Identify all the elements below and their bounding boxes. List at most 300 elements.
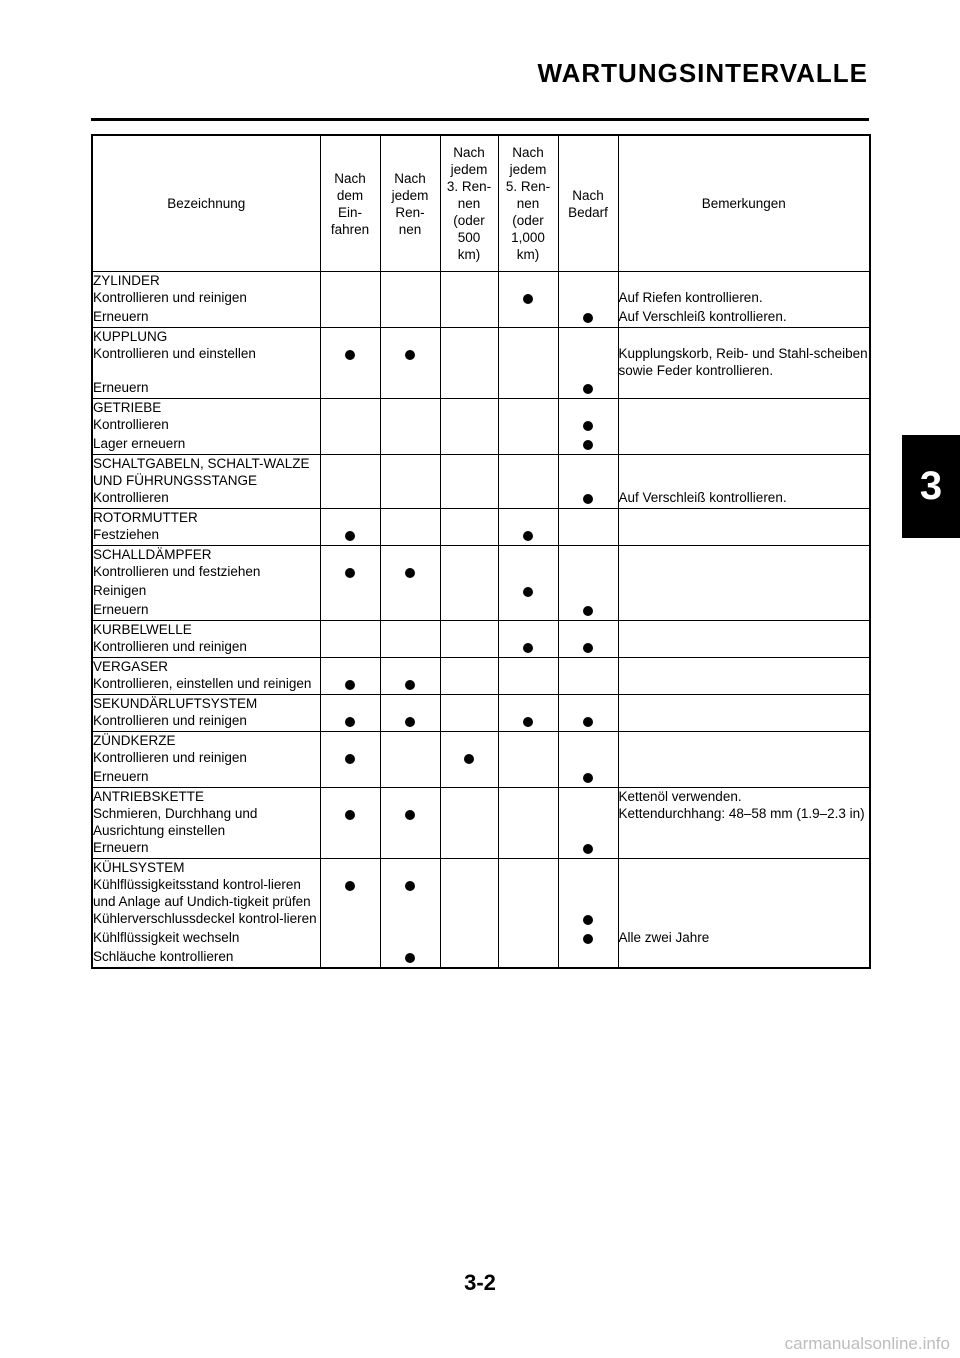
section-row [92,509,870,527]
item-name: Kontrollieren und festziehen [92,563,320,582]
mark-cell [440,455,498,490]
header-line: Ren- [395,204,425,220]
item-note: Kupplungskorb, Reib- und Stahl-scheiben sowie Feder kontrollieren. [618,345,870,379]
mark-cell [440,712,498,732]
mark-cell [380,749,440,768]
section-note [618,509,870,527]
mark-cell [380,416,440,435]
item-note [618,675,870,695]
mark-cell [320,910,380,929]
table-row [92,910,870,929]
mark-cell [498,805,558,839]
mark-cell [320,638,380,658]
item-name: Kontrollieren und reinigen [92,638,320,658]
mark-cell [558,328,618,346]
mark-cell [380,621,440,639]
mark-cell [320,526,380,546]
bullet-dot-icon [345,810,355,820]
section-note [618,621,870,639]
section-title: ROTORMUTTER [92,509,320,527]
mark-cell [320,805,380,839]
item-name: Kühlerverschlussdeckel kontrol-lieren [92,910,320,929]
maintenance-table [91,134,871,969]
header-nach-einfahren [320,135,380,272]
table-row [92,749,870,768]
mark-cell [558,675,618,695]
item-note [618,948,870,968]
mark-cell [320,948,380,968]
bullet-dot-icon [345,881,355,891]
item-note [618,582,870,601]
table-row [92,582,870,601]
mark-cell [320,876,380,910]
mark-cell [440,601,498,621]
section-title: SCHALTGABELN, SCHALT-WALZE UND FÜHRUNGSSTANGE [92,455,320,490]
mark-cell [320,328,380,346]
mark-cell [380,509,440,527]
header-line: Nach [572,187,604,203]
mark-cell [498,399,558,417]
header-line: 5. Ren- [505,179,551,194]
header-line: Bezeichnung [167,196,246,211]
item-name: Erneuern [92,308,320,328]
bullet-dot-icon [345,754,355,764]
header-nach-bedarf [558,135,618,272]
item-name: Schmieren, Durchhang und Ausrichtung einstellen [92,805,320,839]
mark-cell [498,839,558,859]
mark-cell [440,272,498,290]
mark-cell [498,455,558,490]
mark-cell [498,732,558,750]
header-line: Nach [453,145,485,160]
mark-cell [498,489,558,509]
mark-cell [380,289,440,308]
mark-cell [558,526,618,546]
mark-cell [558,749,618,768]
mark-cell [320,546,380,564]
mark-cell [558,546,618,564]
item-note [618,379,870,399]
section-title: VERGASER [92,658,320,676]
item-name: Kontrollieren [92,416,320,435]
mark-cell [380,399,440,417]
item-note [618,876,870,910]
mark-cell [498,416,558,435]
header-line: nen [398,221,422,237]
bullet-dot-icon [345,531,355,541]
mark-cell [320,621,380,639]
item-name: Reinigen [92,582,320,601]
section-note [618,455,870,490]
item-note: Auf Riefen kontrollieren. [618,289,870,308]
mark-cell [558,399,618,417]
mark-cell [320,455,380,490]
table-row [92,948,870,968]
bullet-dot-icon [405,568,415,578]
section-title: SCHALLDÄMPFER [92,546,320,564]
mark-cell [320,601,380,621]
mark-cell [440,638,498,658]
mark-cell [380,379,440,399]
section-title: KÜHLSYSTEM [92,859,320,877]
mark-cell [320,563,380,582]
title-rule [91,118,869,121]
mark-cell [440,328,498,346]
table-row [92,308,870,328]
section-note [618,399,870,417]
item-name: Lager erneuern [92,435,320,455]
bullet-dot-icon [405,881,415,891]
mark-cell [320,788,380,806]
bullet-dot-icon [583,717,593,727]
mark-cell [380,638,440,658]
mark-cell [440,546,498,564]
bullet-dot-icon [405,810,415,820]
mark-cell [558,272,618,290]
bullet-dot-icon [345,568,355,578]
section-row [92,399,870,417]
section-note [618,272,870,290]
mark-cell [558,658,618,676]
bullet-dot-icon [464,754,474,764]
mark-cell [498,345,558,379]
header-line: Bedarf [568,204,608,220]
mark-cell [440,768,498,788]
mark-cell [320,839,380,859]
section-row [92,859,870,877]
header-line: 3. Ren- [446,179,492,194]
section-note [618,859,870,877]
mark-cell [558,601,618,621]
bullet-dot-icon [405,953,415,963]
item-name: Erneuern [92,601,320,621]
mark-cell [380,859,440,877]
table-row [92,839,870,859]
header-line: 1,000 [511,230,545,245]
item-note: Alle zwei Jahre [618,929,870,948]
mark-cell [380,910,440,929]
mark-cell [498,435,558,455]
bullet-dot-icon [405,350,415,360]
mark-cell [558,308,618,328]
mark-cell [498,948,558,968]
mark-cell [498,695,558,713]
mark-cell [498,859,558,877]
table-row [92,526,870,546]
bullet-dot-icon [345,350,355,360]
section-row [92,546,870,564]
mark-cell [440,379,498,399]
mark-cell [558,910,618,929]
mark-cell [320,399,380,417]
chapter-tab: 3 [902,435,960,538]
bullet-dot-icon [523,717,533,727]
bullet-dot-icon [583,606,593,616]
mark-cell [498,910,558,929]
mark-cell [440,526,498,546]
bullet-dot-icon [523,531,533,541]
section-row [92,732,870,750]
mark-cell [558,621,618,639]
bullet-dot-icon [405,680,415,690]
mark-cell [320,509,380,527]
mark-cell [558,929,618,948]
mark-cell [320,289,380,308]
mark-cell [380,768,440,788]
item-note [618,910,870,929]
item-note [618,768,870,788]
section-row [92,328,870,346]
mark-cell [320,345,380,379]
mark-cell [440,289,498,308]
page-number: 3-2 [464,1270,496,1295]
bullet-dot-icon [345,680,355,690]
item-note: Auf Verschleiß kontrollieren. [618,489,870,509]
mark-cell [558,695,618,713]
mark-cell [380,948,440,968]
mark-cell [380,526,440,546]
header-line: (oder [512,213,544,228]
table-row [92,416,870,435]
mark-cell [558,876,618,910]
header-line: km) [516,247,540,262]
item-name: Kontrollieren, einstellen und reinigen [92,675,320,695]
mark-cell [380,929,440,948]
table-row [92,768,870,788]
mark-cell [440,749,498,768]
table-row [92,563,870,582]
mark-cell [558,768,618,788]
mark-cell [380,675,440,695]
mark-cell [440,675,498,695]
mark-cell [380,658,440,676]
header-nach-jedem-rennen [380,135,440,272]
header-line: 500 [457,230,481,245]
section-title: ZÜNDKERZE [92,732,320,750]
section-title: ZYLINDER [92,272,320,290]
item-name: Kühlflüssigkeit wechseln [92,929,320,948]
mark-cell [558,455,618,490]
mark-cell [440,509,498,527]
mark-cell [320,859,380,877]
mark-cell [320,675,380,695]
mark-cell [498,546,558,564]
mark-cell [558,638,618,658]
bullet-dot-icon [523,643,533,653]
section-title: KURBELWELLE [92,621,320,639]
item-note [618,601,870,621]
mark-cell [558,379,618,399]
mark-cell [380,732,440,750]
header-line: jedem [509,162,547,177]
mark-cell [440,435,498,455]
item-name: Kontrollieren und reinigen [92,749,320,768]
mark-cell [498,272,558,290]
mark-cell [380,601,440,621]
item-name: Kühlflüssigkeitsstand kontrol-lieren und Anlage auf Undich-tigkeit prüfen [92,876,320,910]
table-row [92,289,870,308]
table-body [92,272,870,969]
mark-cell [498,601,558,621]
header-line: fahren [330,221,370,237]
bullet-dot-icon [523,587,533,597]
mark-cell [440,658,498,676]
mark-cell [498,749,558,768]
header-line: Nach [394,170,426,186]
mark-cell [320,489,380,509]
bullet-dot-icon [583,384,593,394]
item-note [618,839,870,859]
mark-cell [440,489,498,509]
item-note [618,749,870,768]
bullet-dot-icon [583,643,593,653]
mark-cell [440,732,498,750]
section-note [618,546,870,564]
bullet-dot-icon [583,313,593,323]
mark-cell [498,658,558,676]
mark-cell [320,272,380,290]
mark-cell [440,416,498,435]
item-note: Kettendurchhang: 48–58 mm (1.9–2.3 in) [618,805,870,839]
mark-cell [320,416,380,435]
mark-cell [380,345,440,379]
mark-cell [558,289,618,308]
mark-cell [320,658,380,676]
mark-cell [498,509,558,527]
mark-cell [320,308,380,328]
mark-cell [440,788,498,806]
mark-cell [558,416,618,435]
mark-cell [380,788,440,806]
bullet-dot-icon [583,915,593,925]
mark-cell [498,526,558,546]
section-row [92,695,870,713]
header-line: Nach [512,145,544,160]
mark-cell [380,308,440,328]
bullet-dot-icon [583,440,593,450]
mark-cell [320,929,380,948]
item-name: Kontrollieren und einstellen [92,345,320,379]
item-note: Auf Verschleiß kontrollieren. [618,308,870,328]
mark-cell [380,582,440,601]
mark-cell [380,839,440,859]
mark-cell [558,435,618,455]
section-note: Kettenöl verwenden. [618,788,870,806]
mark-cell [440,345,498,379]
header-line: Nach [334,170,366,186]
header-line: (oder [453,213,485,228]
mark-cell [440,910,498,929]
mark-cell [380,489,440,509]
header-line: nen [516,196,540,211]
mark-cell [440,876,498,910]
table-row [92,712,870,732]
section-note [618,732,870,750]
mark-cell [498,289,558,308]
mark-cell [320,435,380,455]
section-row [92,272,870,290]
mark-cell [380,546,440,564]
mark-cell [440,948,498,968]
mark-cell [380,695,440,713]
item-note [618,526,870,546]
mark-cell [498,876,558,910]
mark-cell [558,582,618,601]
table-row [92,379,870,399]
mark-cell [320,582,380,601]
item-name: Erneuern [92,768,320,788]
item-note [618,563,870,582]
section-title: GETRIEBE [92,399,320,417]
mark-cell [320,732,380,750]
bullet-dot-icon [345,717,355,727]
mark-cell [498,379,558,399]
mark-cell [558,712,618,732]
header-line: jedem [391,187,429,203]
item-name: Erneuern [92,379,320,399]
table-row [92,675,870,695]
table-header-row [92,135,870,272]
section-note [618,658,870,676]
header-line: Ein- [337,204,362,220]
section-title: ANTRIEBSKETTE [92,788,320,806]
section-row [92,788,870,806]
item-name: Kontrollieren [92,489,320,509]
item-name: Kontrollieren und reinigen [92,712,320,732]
section-note [618,695,870,713]
mark-cell [440,621,498,639]
section-title: KUPPLUNG [92,328,320,346]
header-line: jedem [450,162,488,177]
mark-cell [558,509,618,527]
mark-cell [498,768,558,788]
bullet-dot-icon [523,294,533,304]
bullet-dot-icon [405,717,415,727]
mark-cell [320,768,380,788]
header-nach-5-rennen [498,135,558,272]
header-bemerkungen [618,135,870,272]
mark-cell [380,805,440,839]
page-title: WARTUNGSINTERVALLE [537,58,868,88]
table-row [92,929,870,948]
mark-cell [558,805,618,839]
mark-cell [440,563,498,582]
mark-cell [558,948,618,968]
mark-cell [558,489,618,509]
table-row [92,638,870,658]
header-line: km) [457,247,481,262]
mark-cell [558,563,618,582]
mark-cell [380,272,440,290]
header-line: Bemerkungen [701,196,786,211]
mark-cell [440,839,498,859]
table-row [92,489,870,509]
mark-cell [380,328,440,346]
mark-cell [380,712,440,732]
mark-cell [498,563,558,582]
item-note [618,435,870,455]
section-note [618,328,870,346]
bullet-dot-icon [583,773,593,783]
mark-cell [558,732,618,750]
item-note [618,638,870,658]
table-row [92,805,870,839]
table-row [92,876,870,910]
mark-cell [498,929,558,948]
mark-cell [558,788,618,806]
item-note [618,416,870,435]
watermark: carmanualsonline.info [784,1334,950,1353]
